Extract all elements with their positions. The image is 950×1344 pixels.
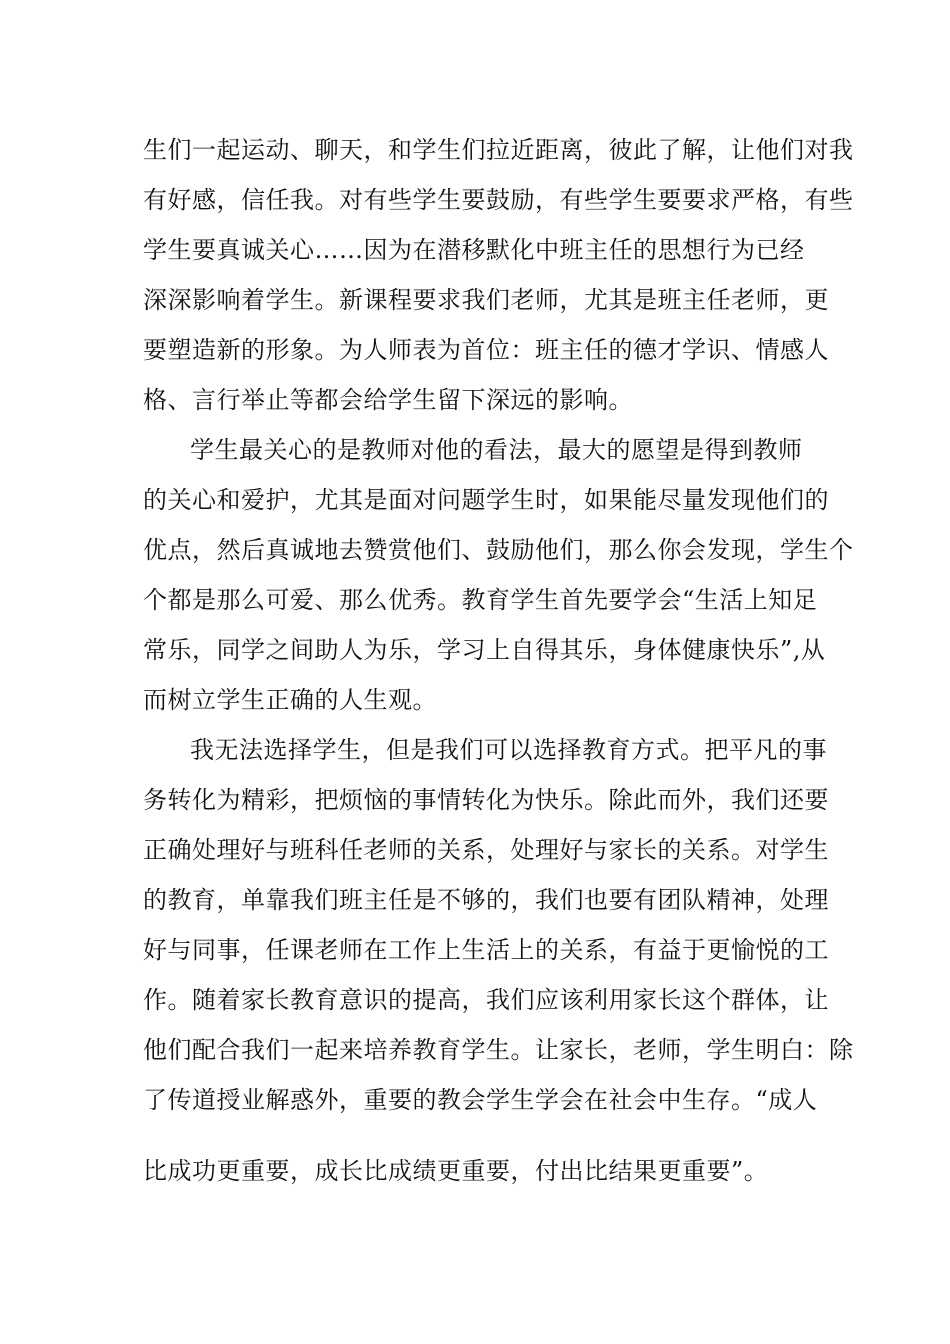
text-line: 正确处理好与班科任老师的关系，处理好与家长的关系。对学生 [143, 836, 829, 864]
text-line: 常乐，同学之间助人为乐，学习上自得其乐，身体健康快乐”,从 [143, 636, 826, 664]
text-line: 深深影响着学生。新课程要求我们老师，尤其是班主任老师，更 [143, 286, 829, 314]
text-line: 的教育，单靠我们班主任是不够的，我们也要有团队精神，处理 [143, 886, 829, 914]
text-line: 他们配合我们一起来培养教育学生。让家长，老师，学生明白：除 [143, 1036, 854, 1064]
text-line: 要塑造新的形象。为人师表为首位：班主任的德才学识、情感人 [143, 336, 829, 364]
text-line: 学生要真诚关心……因为在潜移默化中班主任的思想行为已经 [143, 236, 805, 264]
text-line: 格、言行举止等都会给学生留下深远的影响。 [143, 386, 633, 414]
text-line: 作。随着家长教育意识的提高，我们应该利用家长这个群体，让 [143, 986, 829, 1014]
text-line: 而树立学生正确的人生观。 [143, 686, 437, 714]
text-line: 优点，然后真诚地去赞赏他们、鼓励他们，那么你会发现，学生个 [143, 536, 854, 564]
text-line: 有好感，信任我。对有些学生要鼓励，有些学生要要求严格，有些 [143, 186, 854, 214]
text-line: 了传道授业解惑外，重要的教会学生学会在社会中生存。“成人 [143, 1086, 818, 1114]
text-line: 比成功更重要，成长比成绩更重要，付出比结果更重要”。 [143, 1157, 769, 1185]
text-line: 务转化为精彩，把烦恼的事情转化为快乐。除此而外，我们还要 [143, 786, 829, 814]
text-line: 个都是那么可爱、那么优秀。教育学生首先要学会“生活上知足 [143, 586, 818, 614]
paragraph-first-line: 我无法选择学生，但是我们可以选择教育方式。把平凡的事 [190, 736, 827, 764]
text-line: 好与同事，任课老师在工作上生活上的关系，有益于更愉悦的工 [143, 936, 829, 964]
text-line: 的关心和爱护，尤其是面对问题学生时，如果能尽量发现他们的 [143, 486, 829, 514]
paragraph-first-line: 学生最关心的是教师对他的看法，最大的愿望是得到教师 [190, 436, 803, 464]
text-line: 生们一起运动、聊天，和学生们拉近距离，彼此了解，让他们对我 [143, 136, 854, 164]
